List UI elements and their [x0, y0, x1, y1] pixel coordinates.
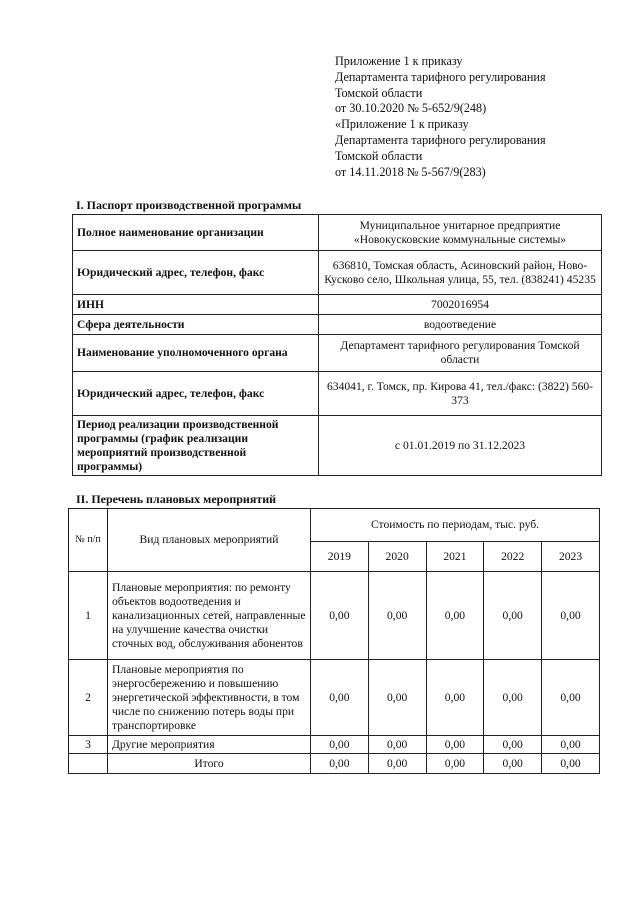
header-line: Департамента тарифного регулирования	[335, 69, 546, 84]
total-value: 0,00	[426, 754, 484, 774]
row-value: 0,00	[368, 660, 426, 736]
total-empty-cell	[69, 754, 108, 774]
total-row	[69, 754, 600, 774]
row-value: 0,00	[484, 660, 542, 736]
row-name: Плановые мероприятия по энергосбережению и повышению энергетической эффективности, в том числе по снижению потерь воды при транспортировке	[108, 660, 311, 736]
passport-row	[73, 315, 602, 335]
total-value: 0,00	[484, 754, 542, 774]
year-header: 2023	[542, 542, 600, 572]
passport-key: Юридический адрес, телефон, факс	[73, 372, 319, 416]
total-value: 0,00	[368, 754, 426, 774]
row-value: 0,00	[426, 572, 484, 660]
section1-title: I. Паспорт производственной программы	[76, 198, 302, 212]
total-value: 0,00	[311, 754, 369, 774]
passport-key: Наименование уполномоченного органа	[73, 335, 319, 372]
passport-key: ИНН	[73, 295, 319, 315]
total-value: 0,00	[542, 754, 600, 774]
row-value: 0,00	[426, 736, 484, 754]
row-value: 0,00	[311, 660, 369, 736]
table-row	[69, 660, 600, 736]
row-number: 2	[69, 660, 108, 736]
plan-table	[68, 508, 600, 774]
col-number-header: № п/п	[69, 509, 108, 572]
passport-value: Департамент тарифного регулирования Томской области	[319, 335, 602, 372]
order-header	[335, 54, 625, 180]
year-header: 2019	[311, 542, 369, 572]
passport-row	[73, 416, 602, 476]
total-label: Итого	[108, 754, 311, 774]
section2-title: II. Перечень плановых мероприятий	[76, 492, 277, 506]
header-line: от 30.10.2020 № 5-652/9(248)	[335, 101, 487, 116]
header-line: от 14.11.2018 № 5-567/9(283)	[335, 164, 486, 179]
passport-row	[73, 215, 602, 251]
header-line: Томской области	[335, 85, 423, 100]
row-value: 0,00	[311, 572, 369, 660]
passport-value: с 01.01.2019 по 31.12.2023	[319, 416, 602, 476]
year-header: 2022	[484, 542, 542, 572]
year-header: 2021	[426, 542, 484, 572]
table-row	[69, 572, 600, 660]
plan-header-row	[69, 509, 600, 542]
passport-row	[73, 251, 602, 295]
passport-value: 7002016954	[319, 295, 602, 315]
col-name-header: Вид плановых мероприятий	[108, 509, 311, 572]
row-value: 0,00	[426, 660, 484, 736]
row-name: Плановые мероприятия: по ремонту объектов водоотведения и канализационных сетей, направленные на улучшение качества очистки сточных вод, обслуживания абонентов	[108, 572, 311, 660]
passport-key: Полное наименование организации	[73, 215, 319, 251]
row-number: 3	[69, 736, 108, 754]
row-value: 0,00	[542, 572, 600, 660]
passport-row	[73, 372, 602, 416]
row-value: 0,00	[542, 660, 600, 736]
passport-table	[72, 214, 602, 476]
table-row	[69, 736, 600, 754]
row-value: 0,00	[311, 736, 369, 754]
passport-value: водоотведение	[319, 315, 602, 335]
passport-row	[73, 335, 602, 372]
row-value: 0,00	[484, 572, 542, 660]
row-value: 0,00	[484, 736, 542, 754]
col-cost-header: Стоимость по периодам, тыс. руб.	[311, 509, 600, 542]
passport-row	[73, 295, 602, 315]
row-number: 1	[69, 572, 108, 660]
row-value: 0,00	[368, 736, 426, 754]
header-line: Департамента тарифного регулирования	[335, 132, 546, 147]
header-line: Томской области	[335, 148, 423, 163]
passport-value: 636810, Томская область, Асиновский район, Ново-Кусково село, Школьная улица, 55, тел. (838241) 45235	[319, 251, 602, 295]
row-value: 0,00	[368, 572, 426, 660]
row-name: Другие мероприятия	[108, 736, 311, 754]
passport-key: Юридический адрес, телефон, факс	[73, 251, 319, 295]
header-line: Приложение 1 к приказу	[335, 54, 463, 68]
passport-value: Муниципальное унитарное предприятие «Новокусковские коммунальные системы»	[319, 215, 602, 251]
header-line: «Приложение 1 к приказу	[335, 117, 469, 132]
passport-key: Сфера деятельности	[73, 315, 319, 335]
year-header: 2020	[368, 542, 426, 572]
passport-value: 634041, г. Томск, пр. Кирова 41, тел./факс: (3822) 560-373	[319, 372, 602, 416]
passport-key: Период реализации производственной программы (график реализации мероприятий производственной программы)	[73, 416, 319, 476]
row-value: 0,00	[542, 736, 600, 754]
